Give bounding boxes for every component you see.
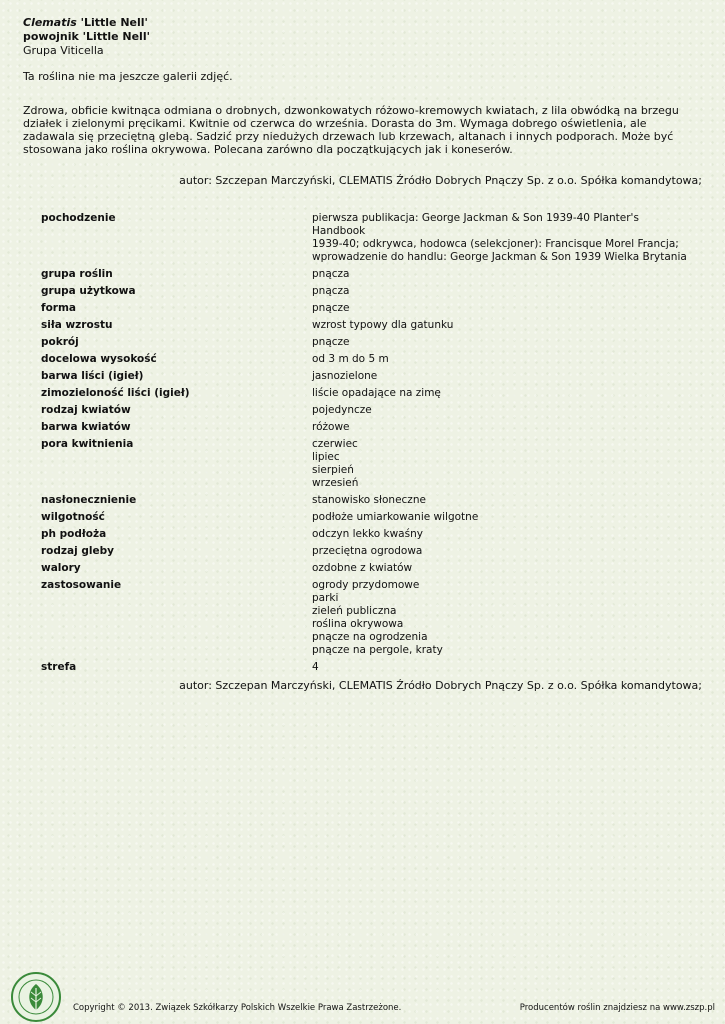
property-label: zastosowanie xyxy=(41,579,122,591)
property-label: nasłonecznienie xyxy=(41,494,137,506)
property-label: grupa roślin xyxy=(41,268,113,280)
property-value: roślina okrywowa xyxy=(312,618,404,630)
property-value: 4 xyxy=(312,661,319,673)
property-value: pnącza xyxy=(312,285,350,297)
property-label: docelowa wysokość xyxy=(41,353,157,365)
property-row xyxy=(41,370,691,383)
property-label: pokrój xyxy=(41,336,79,348)
property-label: siła wzrostu xyxy=(41,319,113,331)
property-row xyxy=(41,438,691,490)
property-row xyxy=(41,562,691,575)
property-row xyxy=(41,511,691,524)
property-value: stanowisko słoneczne xyxy=(312,494,426,506)
property-row xyxy=(41,528,691,541)
copyright-text: Copyright © 2013. Związek Szkółkarzy Polskich Wszelkie Prawa Zastrzeżone. xyxy=(73,1003,402,1013)
property-value: lipiec xyxy=(312,451,340,463)
property-label: forma xyxy=(41,302,76,314)
cultivar-name: 'Little Nell' xyxy=(80,16,148,29)
plant-description: Zdrowa, obficie kwitnąca odmiana o drobnych, dzwonkowatych różowo-kremowych kwiatach, z lila obwódką na brzegu działek i zielonymi pręcikami. Kwitnie od czerwca do września. Dorasta do 3m. Wymaga dobrego oświetlenia, ale zadawala się przeciętną glebą. Sadzić przy niedużych drzewach lub krzewach, altanach i innych podporach. Może być stosowana jako roślina okrywowa. Polecana zarówno dla początkujących jak i koneserów. xyxy=(23,104,679,156)
property-row xyxy=(41,579,691,657)
property-values xyxy=(312,302,691,315)
plant-title xyxy=(23,16,150,30)
zszp-logo-icon xyxy=(10,972,62,1022)
property-values xyxy=(312,421,691,434)
property-value: sierpień xyxy=(312,464,354,476)
property-value: czerwiec xyxy=(312,438,358,450)
property-value: zieleń publiczna xyxy=(312,605,397,617)
property-value: 1939-40; odkrywca, hodowca (selekcjoner): Francisque Morel Francja; xyxy=(312,238,679,250)
property-row xyxy=(41,661,691,674)
property-values xyxy=(312,511,691,524)
property-row xyxy=(41,353,691,366)
plant-group: Grupa Viticella xyxy=(23,44,104,57)
property-value: liście opadające na zimę xyxy=(312,387,441,399)
property-value: pierwsza publikacja: George Jackman & Son 1939-40 Planter's Handbook xyxy=(312,212,639,237)
property-row xyxy=(41,285,691,298)
property-value: pojedyncze xyxy=(312,404,372,416)
property-label: grupa użytkowa xyxy=(41,285,136,297)
property-row xyxy=(41,319,691,332)
property-value: różowe xyxy=(312,421,350,433)
property-value: wrzesień xyxy=(312,477,359,489)
property-label: wilgotność xyxy=(41,511,105,523)
property-value: ogrody przydomowe xyxy=(312,579,420,591)
property-value: parki xyxy=(312,592,339,604)
no-gallery-note: Ta roślina nie ma jeszcze galerii zdjęć. xyxy=(23,70,233,83)
property-values xyxy=(312,528,691,541)
property-value: pnącze na pergole, kraty xyxy=(312,644,443,656)
property-label: pora kwitnienia xyxy=(41,438,134,450)
property-values xyxy=(312,212,691,264)
property-values xyxy=(312,438,691,490)
property-value: od 3 m do 5 m xyxy=(312,353,389,365)
property-value: pnącze xyxy=(312,302,350,314)
property-values xyxy=(312,353,691,366)
property-value: wprowadzenie do handlu: George Jackman & Son 1939 Wielka Brytania xyxy=(312,251,687,263)
property-value: odczyn lekko kwaśny xyxy=(312,528,423,540)
property-row xyxy=(41,212,691,264)
property-values xyxy=(312,268,691,281)
property-values xyxy=(312,579,691,657)
property-value: przeciętna ogrodowa xyxy=(312,545,423,557)
property-values xyxy=(312,661,691,674)
property-row xyxy=(41,545,691,558)
property-label: rodzaj gleby xyxy=(41,545,114,557)
property-row xyxy=(41,387,691,400)
property-row xyxy=(41,302,691,315)
property-label: ph podłoża xyxy=(41,528,107,540)
plant-header xyxy=(23,16,150,58)
property-row xyxy=(41,494,691,507)
property-label: rodzaj kwiatów xyxy=(41,404,131,416)
property-label: strefa xyxy=(41,661,77,673)
property-value: pnącza xyxy=(312,268,350,280)
property-label: barwa liści (igieł) xyxy=(41,370,144,382)
property-values xyxy=(312,285,691,298)
property-value: pnącze na ogrodzenia xyxy=(312,631,428,643)
property-row xyxy=(41,404,691,417)
property-label: pochodzenie xyxy=(41,212,116,224)
property-value: pnącze xyxy=(312,336,350,348)
property-values xyxy=(312,370,691,383)
property-values xyxy=(312,545,691,558)
property-value: podłoże umiarkowanie wilgotne xyxy=(312,511,479,523)
property-values xyxy=(312,404,691,417)
property-row xyxy=(41,421,691,434)
property-values xyxy=(312,494,691,507)
property-label: walory xyxy=(41,562,81,574)
property-row xyxy=(41,268,691,281)
property-value: wzrost typowy dla gatunku xyxy=(312,319,454,331)
property-values xyxy=(312,387,691,400)
property-values xyxy=(312,336,691,349)
genus-name: Clematis xyxy=(23,16,77,29)
property-label: zimozieloność liści (igieł) xyxy=(41,387,190,399)
producers-link[interactable]: Producentów roślin znajdziesz na www.zszp.pl xyxy=(519,1003,715,1013)
property-values xyxy=(312,319,691,332)
author-credit-top: autor: Szczepan Marczyński, CLEMATIS Źródło Dobrych Pnączy Sp. z o.o. Spółka komandytowa; xyxy=(179,174,702,187)
author-credit-bottom: autor: Szczepan Marczyński, CLEMATIS Źródło Dobrych Pnączy Sp. z o.o. Spółka komandytowa; xyxy=(179,679,702,692)
property-value: jasnozielone xyxy=(312,370,378,382)
property-row xyxy=(41,336,691,349)
property-values xyxy=(312,562,691,575)
property-label: barwa kwiatów xyxy=(41,421,131,433)
property-value: ozdobne z kwiatów xyxy=(312,562,413,574)
polish-name: powojnik 'Little Nell' xyxy=(23,30,150,43)
properties-table xyxy=(41,212,691,678)
